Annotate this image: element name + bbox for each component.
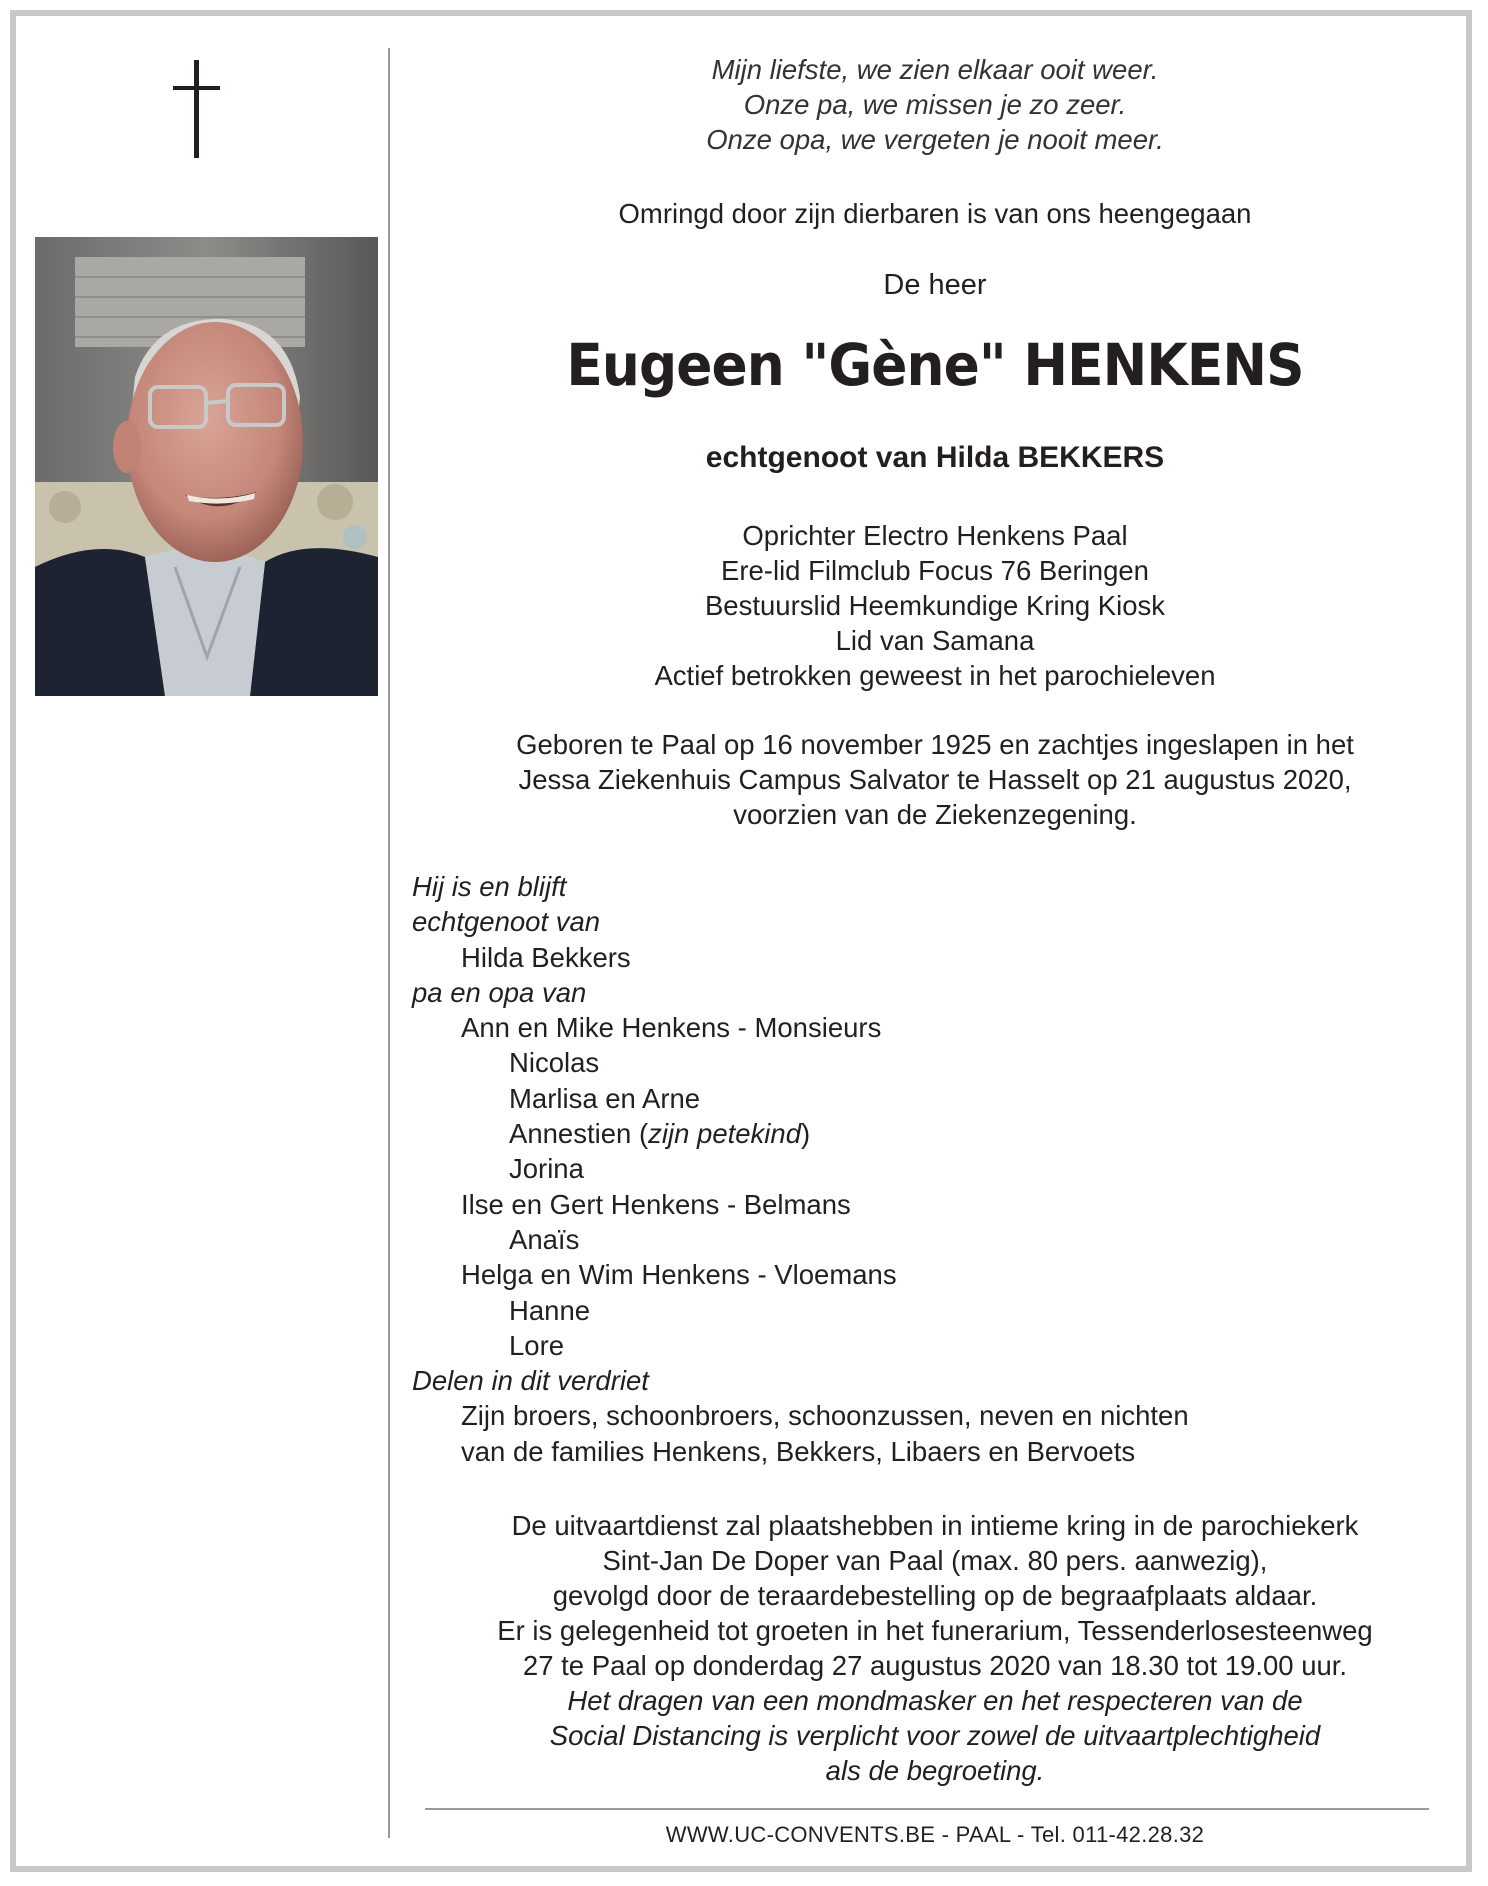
notice-line: Social Distancing is verplicht voor zowel de uitvaartplechtigheid: [549, 1720, 1321, 1751]
service-line: 27 te Paal op donderdag 27 augustus 2020 van 18.30 tot 19.00 uur.: [522, 1650, 1348, 1681]
title-line: Ere-lid Filmclub Focus 76 Beringen: [721, 555, 1149, 586]
grandchild: Nicolas: [509, 1047, 600, 1079]
footer-divider: [425, 1808, 1429, 1810]
birth-death-line: Geboren te Paal op 16 november 1925 en zachtjes ingeslapen in het: [516, 729, 1354, 760]
title-line: Lid van Samana: [835, 625, 1035, 656]
service-line: Er is gelegenheid tot groeten in het funerarium, Tessenderlosesteenweg: [497, 1615, 1373, 1646]
service-line: Sint-Jan De Doper van Paal (max. 80 pers. aanwezig),: [602, 1545, 1268, 1576]
grandchild-name-close: ): [801, 1118, 811, 1150]
notice-line: Het dragen van een mondmasker en het respecteren van de: [567, 1685, 1303, 1716]
salutation: De heer: [883, 269, 987, 301]
spouse-line: echtgenoot van Hilda BEKKERS: [705, 441, 1165, 474]
poem-line: Onze pa, we missen je zo zeer.: [743, 89, 1127, 120]
family-member: Helga en Wim Henkens - Vloemans: [461, 1259, 897, 1291]
poem-line: Mijn liefste, we zien elkaar ooit weer.: [711, 54, 1159, 85]
birth-death-line: voorzien van de Ziekenzegening.: [733, 799, 1137, 830]
family-heading: Delen in dit verdriet: [412, 1365, 649, 1397]
service-line: gevolgd door de teraardebestelling op de begraafplaats aldaar.: [552, 1580, 1318, 1611]
poem-line: Onze opa, we vergeten je nooit meer.: [706, 124, 1164, 155]
grandchild: Jorina: [509, 1153, 584, 1185]
notice-line: als de begroeting.: [825, 1755, 1045, 1786]
family-member: Ann en Mike Henkens - Monsieurs: [461, 1012, 882, 1044]
family-heading: pa en opa van: [412, 976, 587, 1008]
family-heading: Hij is en blijft: [412, 871, 567, 902]
relatives-line: van de families Henkens, Bekkers, Libaers en Bervoets: [461, 1435, 1136, 1467]
grandchild-name: Annestien (: [509, 1118, 649, 1150]
title-line: Oprichter Electro Henkens Paal: [742, 520, 1128, 551]
godchild-note: zijn petekind: [648, 1118, 801, 1150]
family-member: Ilse en Gert Henkens - Belmans: [461, 1188, 851, 1220]
footer-text: WWW.UC-CONVENTS.BE - PAAL - Tel. 011-42.28.32: [665, 1822, 1205, 1847]
relatives-line: Zijn broers, schoonbroers, schoonzussen, neven en nichten: [461, 1400, 1189, 1432]
birth-death-line: Jessa Ziekenhuis Campus Salvator te Hasselt op 21 augustus 2020,: [518, 764, 1352, 795]
intro-text: Omringd door zijn dierbaren is van ons heengegaan: [618, 198, 1252, 229]
service-line: De uitvaartdienst zal plaatshebben in intieme kring in de parochiekerk: [511, 1510, 1359, 1541]
family-list: [412, 869, 1412, 1469]
cross-icon: [160, 60, 232, 160]
family-heading: echtgenoot van: [412, 906, 601, 938]
grandchild: Lore: [509, 1329, 565, 1361]
grandchild: Hanne: [509, 1294, 591, 1326]
portrait-photo: [35, 237, 378, 696]
deceased-name: Eugeen "Gène" HENKENS: [566, 331, 1304, 399]
title-line: Bestuurslid Heemkundige Kring Kiosk: [704, 590, 1166, 621]
title-line: Actief betrokken geweest in het parochieleven: [654, 660, 1216, 691]
grandchild: Anaïs: [509, 1223, 580, 1255]
grandchild-annestien: [412, 1116, 1412, 1151]
vertical-divider: [388, 48, 390, 1838]
grandchild: Marlisa en Arne: [509, 1082, 701, 1114]
family-member: Hilda Bekkers: [461, 941, 631, 973]
